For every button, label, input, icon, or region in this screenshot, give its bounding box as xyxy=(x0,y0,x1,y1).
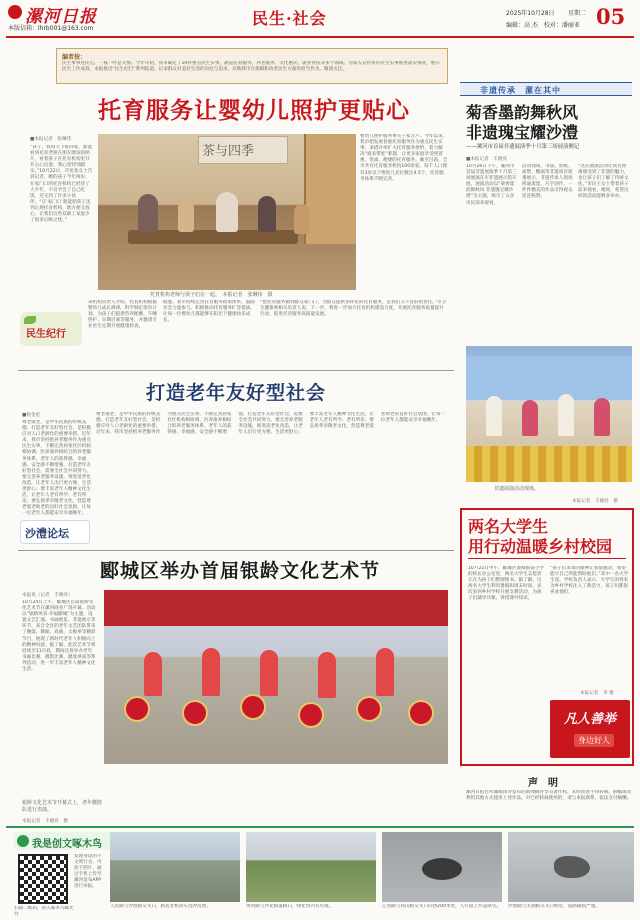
heritage-photo-caption: 非遗展演活动现场。 xyxy=(494,486,540,492)
article1-col4: “把托育服务做到群众家门口，为群众提供多样化的托育服务，是我们义不容辞的责任。”市卫生健康委相关负责人说，下一步，将进一步加大托育机构建设力度，开展托育服务质量提升行动，促进托育服务高质量发展。 xyxy=(260,300,447,318)
photo-drum xyxy=(240,694,266,720)
promo-rule xyxy=(6,826,634,828)
article2-text-left: 尊老敬老，是中华民族的传统美德。打造老年友好型社会，是积极应对人口老龄化的重要举措。近年来，我市坚持把养老服务作为重点民生实事，不断完善居家社区机构相协调、医养康养相结合的养老服务体系，老年人的获得感、幸福感、安全感不断增强。打造老年友好型社会，需要全社会共同努力。要完善养老服务设施，推进适老化改造，让老年人出行更方便、生活更舒心；要丰富老年人精神文化生活，让老年人老有所学、老有所乐；要弘扬孝亲敬老文化，营造尊老爱老助老的良好社会氛围，让每一位老年人都能安享幸福晚年。 xyxy=(22,420,91,516)
photo-flowers xyxy=(466,446,632,482)
heritage-byline: ■本报记者 丰晓亮 xyxy=(466,157,508,162)
article3-byline: 本报讯（记者 丰晓亮） xyxy=(22,593,73,598)
photo-drum xyxy=(298,702,324,728)
newspaper-logo: 漯河日报 xyxy=(25,7,97,27)
article3-photo xyxy=(104,590,448,764)
issue-date: 2025年10月28日 xyxy=(506,10,555,17)
students-byline: 本报记者 李 强 xyxy=(580,691,614,696)
students-col1: 10月22日中午，郾城区裴城镇某小学的校长办公室里，两名大学生志愿者正在为孩子们整理图书。据了解，这两名大学生利用暑假和周末时间，多次来到乡村学校开展支教活动，为孩子们辅导功课、讲授课外知识。 xyxy=(468,566,545,602)
article2-text-main: 尊老敬老，是中华民族的传统美德。打造老年友好型社会，是积极应对人口老龄化的重要举措。近年来，我市坚持把养老服务作为重点民生实事，不断完善居家社区机构相协调、医养康养相结合的养老服务体系，老年人的获得感、幸福感、安全感不断增强。打造老年友好型社会，需要全社会共同努力。要完善养老服务设施，推进适老化改造，让老年人出行更方便、生活更舒心；要丰富老年人精神文化生活，让老年人老有所学、老有所乐；要弘扬孝亲敬老文化，营造尊老爱老助老的良好社会氛围，让每一位老年人都能安享幸福晚年。 xyxy=(96,412,446,436)
photo-performer xyxy=(558,394,574,436)
photo-dancer xyxy=(376,648,394,696)
shali-forum-badge xyxy=(20,520,90,544)
shali-forum-badge-text: 沙澧论坛 xyxy=(25,527,69,540)
woodpecker-icon xyxy=(17,835,29,847)
article1-col1: “孩子，我每天下班回家，都能看到托育老师在朋友圈发的照片，看着孩子在托育机构里开开心心玩耍，我心里特别踏实。”10月22日，市民张女士告诉记者，她的孩子今年两岁，在家门口的托育机构已经待了大半年，不仅学会了自己吃饭，还交到了许多小伙伴。“在‘家门口’就能把孩子送到正规托育机构，既方便又放心，让我们这些双职工家庭少了很多后顾之忧。” xyxy=(30,145,93,224)
photo-person xyxy=(178,200,194,232)
article2-byline: ■杨金星 xyxy=(22,413,41,418)
article1-title: 托育服务让婴幼儿照护更贴心 xyxy=(98,97,410,124)
article3-title: 郾城区举办首届银龄文化艺术节 xyxy=(99,560,380,582)
photo-sign-text: 茶与四季 xyxy=(202,144,255,159)
masthead-rule xyxy=(6,36,634,38)
qr-code[interactable] xyxy=(18,854,68,904)
heritage-title-line2: 非遗瑰宝耀沙澧 xyxy=(466,123,579,142)
article1-photo-caption: 托育机构老师与孩子们在一起。 本报记者 张琳伟 摄 xyxy=(150,292,273,298)
article1-col2: 婴幼儿照护服务事关千家万户。今年以来，我市把发展普惠托育服务作为重点民生实事，多措并举扩大托育服务供给，着力解决“谁来带娃”难题，让更多家庭享受到普惠、优质、便捷的托育服务。截至目前，全市共有托育服务机构100余家，每千人口拥有3岁以下婴幼儿托位数达4.5个，托育服务体系不断完善。 xyxy=(360,134,448,182)
masthead xyxy=(0,0,640,36)
issue-weekday: 星期二 xyxy=(568,10,587,17)
notice-title: 声 明 xyxy=(528,778,558,789)
good-deeds-badge-line1: 凡人善举 xyxy=(564,712,617,727)
photo-road-damage xyxy=(554,856,590,878)
photo-manhole xyxy=(422,858,462,880)
promo-qr-note: 扫描二维码，进入啄木鸟曝光台 xyxy=(14,906,74,918)
heritage-photo xyxy=(466,346,632,482)
promo-header xyxy=(14,832,124,850)
heritage-photo-credit: 本报记者 丰晓亮 摄 xyxy=(572,499,618,504)
article3-photo-caption: 银龄文化艺术节开幕式上，老年腰鼓队进行表演。 xyxy=(22,800,103,813)
photo-performer xyxy=(522,400,538,436)
heritage-col2: 活动现场，书法、剪纸、面塑、糖画等非遗项目轮番展示，非遗传承人现场挥毫泼墨、巧手创作，一件件精美的作品引得观众连连称赞。 xyxy=(522,164,573,200)
photo-person xyxy=(138,194,158,232)
good-deeds-badge xyxy=(550,700,630,758)
article1-byline: ■本报记者 张琳伟 xyxy=(30,137,72,142)
promo-photo-4 xyxy=(508,832,634,902)
article2-title: 打造老年友好型社会 xyxy=(145,382,326,404)
divider-article1 xyxy=(18,370,454,371)
heritage-title-line1: 菊香墨韵舞秋风 xyxy=(466,103,579,122)
photo-dancer xyxy=(318,652,336,698)
editor-note-box xyxy=(56,48,448,84)
photo-dancer xyxy=(144,652,162,696)
editor-line: 编辑：高 杰 校对：潘丽亚 xyxy=(506,22,580,29)
divider-article2 xyxy=(18,550,454,551)
photo-drum xyxy=(408,700,434,726)
promo-caption-1: 人民路与沙澧路交叉口，路边非机动车乱停乱放。 xyxy=(110,904,212,909)
minsheng-badge xyxy=(20,312,82,346)
article1-col3: 据悉，我市持续完善托育服务政策体系，鼓励社会力量参与，积极推动托育服务扩容提质，让每一位婴幼儿都能够在阳光下健康快乐成长。 xyxy=(163,300,255,324)
article1-bottom: 该机构负责人介绍，托育机构根据婴幼儿成长规律，科学制定保育计划，为孩子们提供营养配餐、午睡照护、早期启蒙等服务，并邀请专业医生定期开展健康检查。 xyxy=(88,300,157,330)
heritage-col1: 10月26日下午，漯河市首届非遗展演季十月第三场展演在市非遗展示馆开展。展演活动以“菊香墨韵舞秋风 非遗瑰宝耀沙澧”为主题，吸引了众多市民前来观看。 xyxy=(466,164,517,206)
photo-person xyxy=(216,192,238,232)
article3-text: 10月24日上午，郾城区首届银龄文化艺术节在漯河商业广场开幕。活动以“银龄风采·幸福郾城”为主题，设置文艺汇演、书画展览、非遗展示等环节，来自全区的老年文艺团队带来了腰鼓、舞蹈、戏曲、太极拳等精彩节目，展现了新时代老年人积极向上的精神风貌。据了解，此次艺术节将持续至11月底，期间还将举办老年书画比赛、摄影比赛、健康讲座等系列活动，进一步丰富老年人精神文化生活。 xyxy=(22,600,96,673)
photo-stage-banner xyxy=(104,590,448,626)
photo-drum xyxy=(356,696,382,722)
photo-performer xyxy=(594,398,610,436)
students-title-rule xyxy=(468,558,626,559)
photo-person xyxy=(294,204,310,234)
article3-photo-credit: 本报记者 丰晓亮 摄 xyxy=(22,819,68,824)
promo-header-text: 我是创文啄木鸟 xyxy=(32,839,102,850)
photo-person xyxy=(258,196,276,232)
photo-performer xyxy=(486,396,502,436)
photo-table xyxy=(128,230,298,244)
mailbox-line: 本版信箱：lhrb001@163.com xyxy=(8,25,94,32)
promo-caption-2: 黄河路与沙北街道路口，绿化带内有垃圾。 xyxy=(246,904,334,909)
promo-side-text: 发现身边的不文明行为，可拍下照片，通过手机上传至漯河发布APP进行举报。 xyxy=(74,854,102,890)
promo-photo-1 xyxy=(110,832,240,902)
photo-shelf xyxy=(304,134,356,244)
editor-note-label: 编者按： xyxy=(62,54,87,61)
students-col2: “孩子们求知的眼神让我很感动，希望能尽自己所能帮助他们。”其中一名大学生说。学校负责人表示，大学生的到来为乡村学校注入了新活力，孩子们都很喜欢他们。 xyxy=(550,566,629,596)
promo-photo-2 xyxy=(246,832,376,902)
photo-stage-backdrop xyxy=(466,356,632,400)
photo-dancer xyxy=(202,648,220,696)
photo-drum xyxy=(182,700,208,726)
badge-leaf-icon xyxy=(24,316,36,324)
section-title: 民生·社会 xyxy=(252,9,327,28)
students-title-line1: 两名大学生 xyxy=(468,517,549,536)
heritage-header-text: 非遗传承 漯在其中 xyxy=(480,85,561,95)
promo-photo-3 xyxy=(382,832,502,902)
newspaper-logo-icon xyxy=(8,5,22,19)
promo-caption-4: 沙澧路与太湖路交叉口附近，道路破损严重。 xyxy=(508,904,600,909)
article1-photo xyxy=(98,134,356,290)
editor-note-text: 民生事事连民心，一枝一叶总关情。今年年初，我市确定了10件重点民生实事，涵盖托育服务、养老服务、文化惠民、就业帮扶等多个领域。为深入宣传我市民生实事推进落实情况，展示民生工作成效，本报推出“民生纪行”系列报道，记录群众对美好生活的向往与追求，反映我市在保障和改善民生方面的担当作为，敬请关注。 xyxy=(62,61,440,73)
heritage-header xyxy=(460,82,632,96)
heritage-subtitle: ——漯河市首届非遗展演季十月第三场展演侧记 xyxy=(466,144,580,150)
minsheng-badge-text: 民生纪行 xyxy=(26,329,66,340)
good-deeds-badge-line2: 身边好人 xyxy=(574,734,614,747)
photo-dancer xyxy=(260,650,278,696)
students-title-line2: 用行动温暖乡村校园 xyxy=(468,537,613,556)
promo-caption-3: 辽河路与祁山路交叉口向西200米处，人行道上井盖缺失。 xyxy=(382,904,502,909)
heritage-col3: “这次展演活动让我近距离感受到了非遗的魅力，也让孩子们了解了传统文化。”市民王女士带着孩子前来观看，她说，希望这样的活动能够多举办。 xyxy=(578,164,629,200)
photo-drum xyxy=(124,696,150,722)
notice-text: 漯河日报社所属媒体对发布的新闻稿件享有著作权，未经同意不得转载、摘编或者利用其他方式使用上述作品。对已经转载使用的，请与本报联系，依法支付稿酬。 xyxy=(466,790,632,802)
page-number: 05 xyxy=(596,4,626,29)
